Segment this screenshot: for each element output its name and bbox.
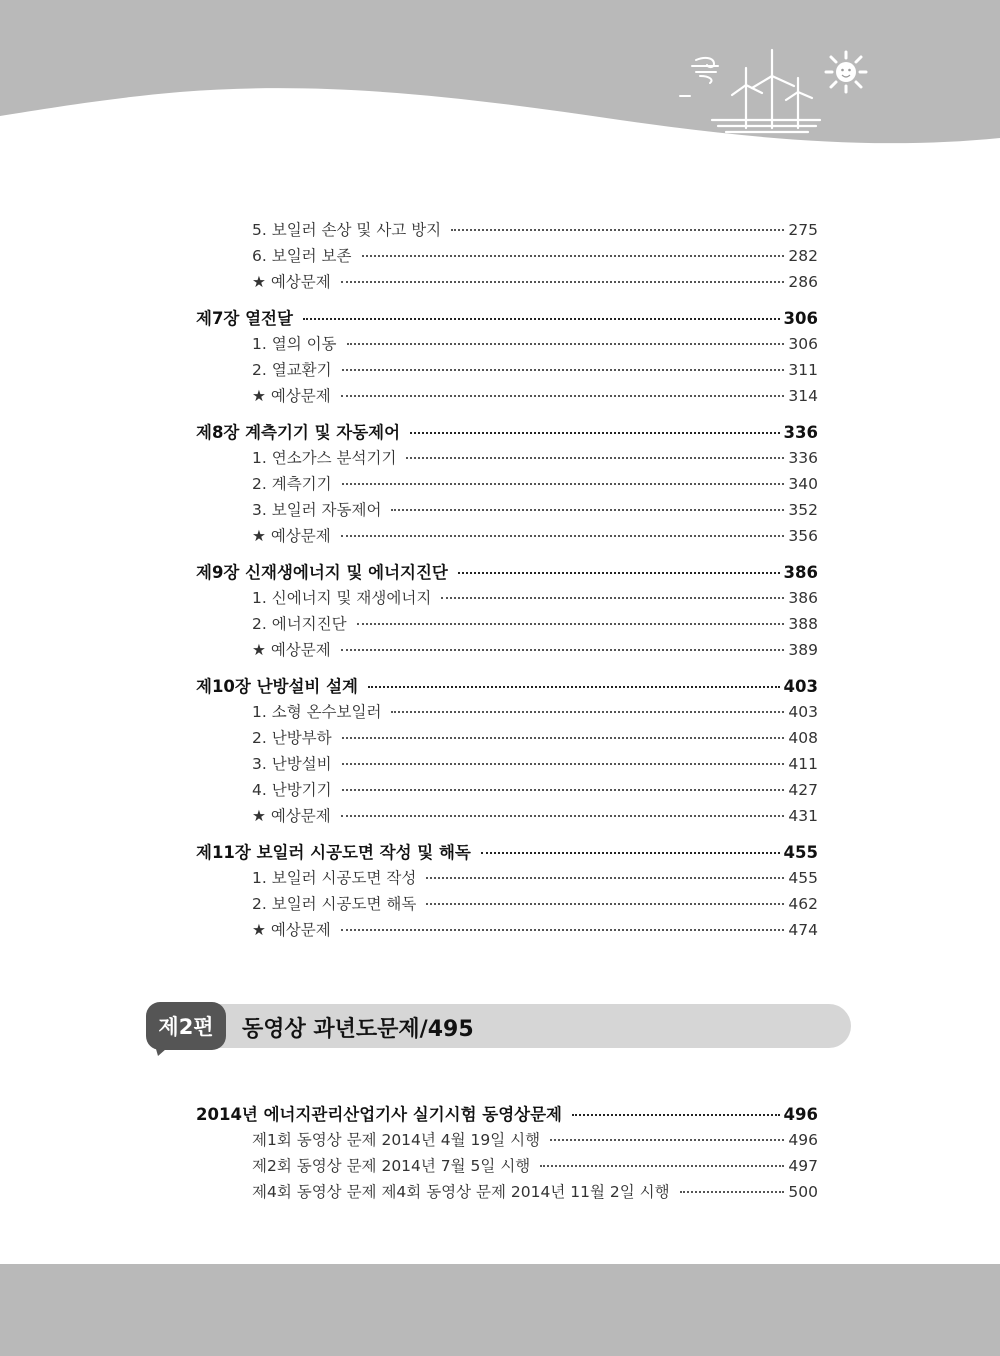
dot-leader [426,876,784,879]
dot-leader [342,482,785,485]
dot-leader [341,648,785,651]
dot-leader [342,736,785,739]
toc-item[interactable]: ★ 예상문제 314 [252,387,818,405]
toc-chapter[interactable]: 제7장 열전달 306 [196,309,818,328]
wind-turbine-decoration [670,40,880,140]
toc-item[interactable]: 3. 난방설비 411 [252,755,818,773]
toc-chapter[interactable]: 제10장 난방설비 설계 403 [196,677,818,696]
toc-item[interactable]: 2. 계측기기 340 [252,475,818,493]
toc-item[interactable]: 2. 보일러 시공도면 해독 462 [252,895,818,913]
dot-leader [550,1138,784,1141]
dot-leader [680,1190,785,1193]
toc-item[interactable]: 2. 난방부하 408 [252,729,818,747]
part2-banner[interactable] [146,1002,851,1058]
dot-leader [357,622,785,625]
wind-icon [680,58,718,96]
footer-band [0,1264,1000,1356]
toc-chapter[interactable]: 제11장 보일러 시공도면 작성 및 해독 455 [196,843,818,862]
part-title: 동영상 과년도문제/495 [242,1017,474,1042]
toc-item[interactable]: 1. 보일러 시공도면 작성 455 [252,869,818,887]
toc-item[interactable]: 1. 열의 이동 306 [252,335,818,353]
toc-item[interactable]: ★ 예상문제 356 [252,527,818,545]
dot-leader [458,571,780,574]
toc-item[interactable]: ★ 예상문제 431 [252,807,818,825]
wind-turbine-icon [712,50,820,132]
dot-leader [410,431,780,434]
part-badge: 제2편 [146,1002,226,1050]
dot-leader [362,254,785,257]
dot-leader [451,228,784,231]
dot-leader [341,928,785,931]
toc-item[interactable]: 2. 열교환기 311 [252,361,818,379]
toc-item[interactable]: 제4회 동영상 문제 제4회 동영상 문제 2014년 11월 2일 시행 500 [252,1183,818,1201]
dot-leader [572,1113,780,1116]
dot-leader [481,851,780,854]
dot-leader [342,762,785,765]
dot-leader [540,1164,784,1167]
dot-leader [391,508,784,511]
dot-leader [341,280,785,283]
toc-item[interactable]: 3. 보일러 자동제어 352 [252,501,818,519]
toc-chapter[interactable]: 제9장 신재생에너지 및 에너지진단 386 [196,563,818,582]
toc-item[interactable]: 5. 보일러 손상 및 사고 방지 275 [252,221,818,239]
dot-leader [341,534,785,537]
dot-leader [341,814,785,817]
dot-leader [342,788,785,791]
toc-item[interactable]: 6. 보일러 보존 282 [252,247,818,265]
toc-item[interactable]: 제1회 동영상 문제 2014년 4월 19일 시행 496 [252,1131,818,1149]
dot-leader [426,902,784,905]
sun-icon [826,52,866,92]
dot-leader [441,596,784,599]
toc-item[interactable]: ★ 예상문제 286 [252,273,818,291]
toc-item[interactable]: ★ 예상문제 474 [252,921,818,939]
dot-leader [391,710,784,713]
dot-leader [347,342,785,345]
toc-item[interactable]: ★ 예상문제 389 [252,641,818,659]
dot-leader [341,394,785,397]
dot-leader [303,317,780,320]
toc-item[interactable]: 2. 에너지진단 388 [252,615,818,633]
dot-leader [406,456,784,459]
toc-item[interactable]: 1. 연소가스 분석기기 336 [252,449,818,467]
toc-item[interactable]: 제2회 동영상 문제 2014년 7월 5일 시행 497 [252,1157,818,1175]
toc-chapter[interactable]: 2014년 에너지관리산업기사 실기시험 동영상문제 496 [196,1105,818,1124]
toc-item[interactable]: 4. 난방기기 427 [252,781,818,799]
toc-item[interactable]: 1. 소형 온수보일러 403 [252,703,818,721]
toc-item[interactable]: 1. 신에너지 및 재생에너지 386 [252,589,818,607]
dot-leader [368,685,780,688]
toc-chapter[interactable]: 제8장 계측기기 및 자동제어 336 [196,423,818,442]
dot-leader [342,368,785,371]
